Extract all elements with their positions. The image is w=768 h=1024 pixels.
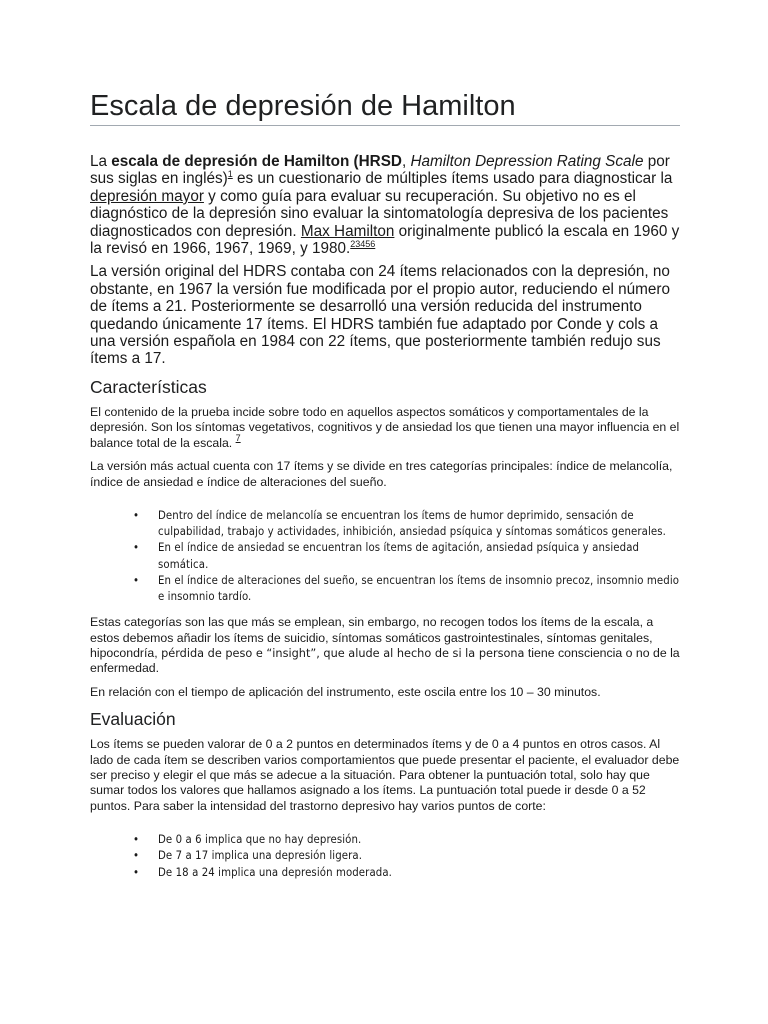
intro-text: por sus siglas en inglés) bbox=[90, 153, 670, 188]
intro-text: originalmente publicó la escala en 1960 y la revisó en 1966, 1967, 1969, y 1980. bbox=[90, 222, 680, 258]
caracteristicas-text: pérdida de peso e “insight”, que alude al hecho de si la persona bbox=[161, 646, 525, 660]
list-item-text: Dentro del índice de melancolía se encuentran los ítems de humor deprimido, sensación de culpabilidad, trabajo y actividades, inhibición, ansiedad psíquica y síntomas somáticos generales. bbox=[158, 508, 666, 539]
intro-italic-term: Hamilton Depression Rating Scale bbox=[410, 153, 644, 170]
article bbox=[90, 88, 680, 891]
bullet-icon: • bbox=[133, 865, 140, 879]
cutoff-list bbox=[90, 832, 680, 881]
evaluacion-paragraph-1: Los ítems se pueden valorar de 0 a 2 puntos en determinados ítems y de 0 a 4 puntos en otros casos. Al lado de cada ítem se describen varios comportamientos que puede presentar el paciente, el evaluador debe ser preciso y elegir el que más se adecue a la situación. Para obtener la puntuación total, solo hay que sumar todos los valores que hallamos asignado a los ítems. La puntuación total puede ir desde 0 a 52 puntos. Para saber la intensidad del trastorno depresivo hay varios puntos de corte: bbox=[90, 737, 680, 813]
intro-text: , bbox=[401, 153, 411, 170]
evaluacion-section bbox=[90, 737, 680, 881]
list-item-text: De 7 a 17 implica una depresión ligera. bbox=[158, 849, 363, 863]
list-item-text: De 18 a 24 implica una depresión moderada. bbox=[158, 865, 392, 879]
link-max-hamilton[interactable]: Max Hamilton bbox=[300, 222, 395, 240]
caracteristicas-text: Estas categorías son las que más se emplean, sin embargo, no recogen todos los ítems de la escala, a estos debemos añadir los ítems de suicidio, síntomas somáticos gastrointestinales, síntomas genitales, hipocondría, bbox=[90, 615, 654, 660]
intro-paragraph-2: La versión original del HDRS contaba con 24 ítems relacionados con la depresión, no obstante, en 1967 la versión fue modificada por el propio autor, reduciendo el número de ítems a 21. Posteriormente se desarrolló una versión reducida del instrumento quedando únicamente 17 ítems. El HDRS también fue adaptado por Conde y cols a una versión española en 1984 con 22 ítems, que posteriormente también redujo sus ítems a 17. bbox=[90, 263, 670, 368]
bullet-icon: • bbox=[133, 573, 140, 587]
caracteristicas-text: El contenido de la prueba incide sobre todo en aquellos aspectos somáticos y comportamentales de la depresión. Son los síntomas vegetativos, cognitivos y de ansiedad los que tienen una mayor influencia en el balance total de la escala. bbox=[90, 404, 680, 450]
list-item bbox=[133, 508, 680, 540]
caracteristicas-paragraph-3 bbox=[90, 615, 680, 677]
caracteristicas-paragraph-1 bbox=[90, 405, 680, 451]
intro-section bbox=[90, 153, 680, 368]
indices-list bbox=[90, 508, 680, 605]
footnote-link-7[interactable]: 7 bbox=[235, 432, 241, 443]
bullet-icon: • bbox=[133, 833, 140, 847]
caracteristicas-section bbox=[90, 405, 680, 700]
caracteristicas-paragraph-2: La versión más actual cuenta con 17 ítems y se divide en tres categorías principales: índice de melancolía, índice de ansiedad e índice de alteraciones del sueño. bbox=[90, 459, 673, 489]
intro-text: es un cuestionario de múltiples ítems usado para diagnosticar la bbox=[232, 170, 673, 188]
bullet-icon: • bbox=[133, 508, 140, 522]
footnote-link-2[interactable]: 23456 bbox=[350, 239, 376, 250]
intro-text: y como guía para evaluar su recuperación. Su objetivo no es el diagnóstico de la depresión sino evaluar la sintomatología depresiva de los pacientes diagnosticados con depresión. bbox=[90, 187, 669, 240]
list-item bbox=[133, 573, 680, 605]
intro-paragraph-1 bbox=[90, 153, 680, 257]
footnote-ref-7[interactable] bbox=[236, 433, 241, 443]
list-item-text: En el índice de alteraciones del sueño, se encuentran los ítems de insomnio precoz, insomnio medio e insomnio tardío. bbox=[158, 573, 680, 603]
list-item-text: En el índice de ansiedad se encuentran los ítems de agitación, ansiedad psíquica y ansiedad somática. bbox=[158, 541, 640, 571]
list-item bbox=[133, 832, 680, 848]
caracteristicas-text: tiene consciencia o no de la enfermedad. bbox=[90, 645, 680, 676]
page-title: Escala de depresión de Hamilton bbox=[90, 88, 680, 126]
footnote-ref-2[interactable] bbox=[350, 239, 375, 249]
heading-evaluacion: Evaluación bbox=[90, 709, 176, 730]
intro-bold-term: escala de depresión de Hamilton (HRSD bbox=[111, 153, 402, 170]
footnote-link-1[interactable]: 1 bbox=[227, 169, 233, 180]
caracteristicas-paragraph-4: En relación con el tiempo de aplicación del instrumento, este oscila entre los 10 – 30 minutos. bbox=[90, 684, 601, 699]
list-item bbox=[133, 865, 680, 881]
list-item bbox=[133, 848, 680, 864]
link-depresion-mayor[interactable]: depresión mayor bbox=[90, 187, 204, 205]
heading-caracteristicas: Características bbox=[90, 376, 207, 397]
list-item-text: De 0 a 6 implica que no hay depresión. bbox=[158, 833, 362, 847]
bullet-icon: • bbox=[133, 541, 140, 555]
intro-text: La bbox=[90, 153, 112, 170]
list-item bbox=[133, 540, 680, 572]
bullet-icon: • bbox=[133, 849, 140, 863]
